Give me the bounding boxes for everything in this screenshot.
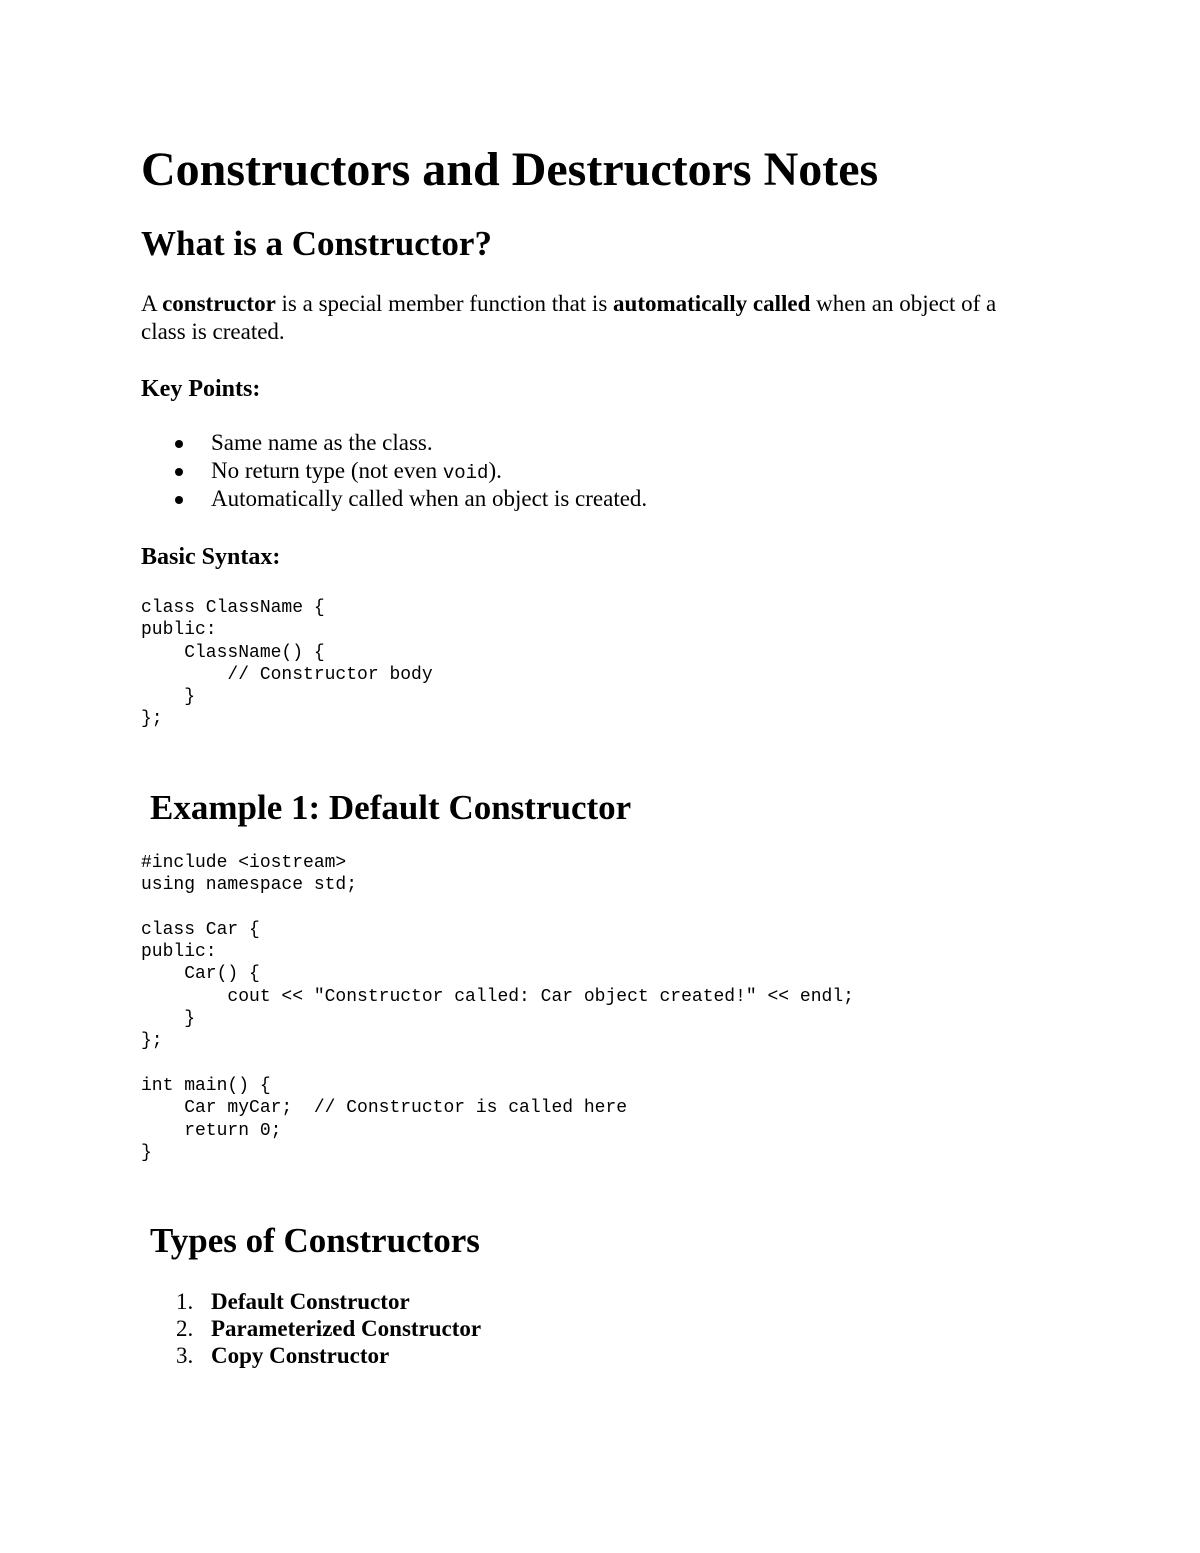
bullet-icon: [175, 496, 183, 504]
definition-bold-automatically-called: automatically called: [613, 291, 811, 316]
section-heading-example-1: Example 1: Default Constructor: [150, 788, 632, 827]
list-item: [141, 1315, 481, 1342]
list-item-text: Copy Constructor: [211, 1343, 390, 1368]
key-points-list: [141, 429, 647, 513]
constructor-types-list: [141, 1288, 481, 1369]
code-block-example-1: #include <iostream> using namespace std; class Car { public: Car() { cout << "Constructor called: Car object created!" << endl; } }; int main() { Car myCar; // Constructor is called here return 0; }: [141, 853, 854, 1163]
list-item-text: Automatically called when an object is created.: [211, 486, 648, 511]
bullet-icon: [175, 440, 183, 448]
list-item-text-pre: No return type (not even: [211, 458, 443, 483]
section-heading-what-is: What is a Constructor?: [141, 224, 492, 263]
code-block-basic-syntax: class ClassName { public: ClassName() { // Constructor body } };: [141, 598, 433, 730]
list-item-number: 1.: [176, 1289, 194, 1314]
list-item: [141, 429, 647, 457]
section-heading-basic-syntax: Basic Syntax:: [141, 544, 281, 570]
list-item-number: 3.: [176, 1343, 194, 1368]
definition-text-2: is a special member function that is: [275, 291, 614, 316]
inline-code-void: void: [442, 462, 489, 484]
list-item-text: Parameterized Constructor: [211, 1316, 482, 1341]
list-item-text-post: ).: [488, 458, 502, 483]
list-item: [141, 1288, 481, 1315]
list-item-text: Default Constructor: [211, 1289, 410, 1314]
list-item: [141, 1342, 481, 1369]
constructor-definition-paragraph: [141, 290, 1041, 346]
page-title: Constructors and Destructors Notes: [141, 143, 879, 196]
list-item-number: 2.: [176, 1316, 194, 1341]
definition-text-1: A: [141, 291, 163, 316]
definition-bold-constructor: constructor: [162, 291, 276, 316]
definition-text-3: when an object of a class is created.: [141, 291, 997, 344]
list-item: [141, 485, 647, 513]
list-item-text: Same name as the class.: [211, 430, 433, 455]
list-item: [141, 457, 647, 485]
section-heading-types: Types of Constructors: [150, 1221, 480, 1260]
section-heading-key-points: Key Points:: [141, 376, 261, 402]
bullet-icon: [175, 468, 183, 476]
